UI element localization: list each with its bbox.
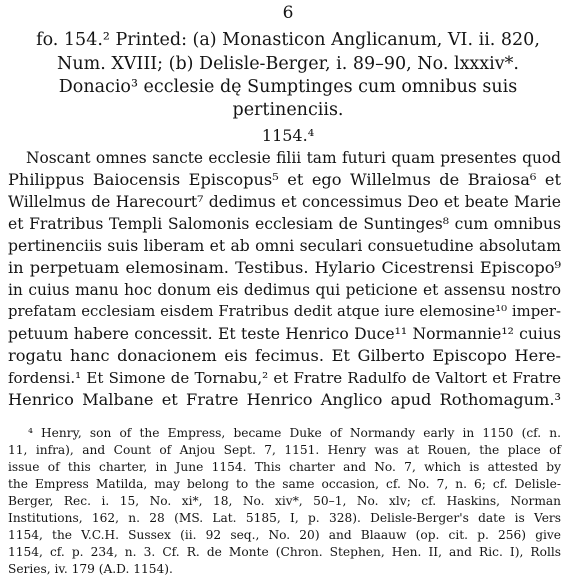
footnote-line: Series, iv. 179 (A.D. 1154). bbox=[8, 562, 173, 576]
charter-text-line: petuum habere concessit. Et teste Henrico Duce¹¹ Normannie¹² cuius bbox=[8, 325, 561, 343]
charter-text-line: in cuius manu hoc donum eis dedimus qui peticione et assensu nostro bbox=[8, 281, 561, 299]
heading-line-3: Donacio³ ecclesie dę Sumptinges cum omnibus suis bbox=[58, 77, 518, 97]
heading-line-4: pertinenciis. bbox=[232, 100, 344, 120]
footnote-line: issue of this charter, in June 1154. This charter and No. 7, which is attested by bbox=[8, 460, 561, 474]
charter-date: 1154.⁴ bbox=[261, 126, 315, 145]
charter-text-line: Willelmus de Harecourt⁷ dedimus et concessimus Deo et beate Marie bbox=[8, 193, 561, 211]
heading-line-1: fo. 154.² Printed: (a) Monasticon Anglicanum, VI. ii. 820, bbox=[36, 30, 540, 50]
footnote-line: the Empress Matilda, may belong to the same occasion, cf. No. 7, n. 6; cf. Delisle- bbox=[8, 477, 561, 491]
charter-text-line: Henrico Malbane et Fratre Henrico Anglico apud Rothomagum.³ bbox=[8, 390, 561, 409]
footnote-line: Institutions, 162, n. 28 (MS. Lat. 5185, I, p. 328). Delisle-Berger's date is Vers bbox=[8, 511, 561, 525]
charter-text-line: et Fratribus Templi Salomonis ecclesiam de Suntinges⁸ cum omnibus bbox=[8, 215, 561, 233]
charter-text-line: prefatam ecclesiam eisdem Fratribus dedit atque iure elemosine¹⁰ imper- bbox=[8, 303, 561, 320]
charter-text-line: Noscant omnes sancte ecclesie filii tam futuri quam presentes quod bbox=[26, 149, 561, 167]
charter-text-line: in perpetuam elemosinam. Testibus. Hylario Cicestrensi Episcopo⁹ bbox=[8, 258, 561, 277]
footnote-line: 1154, cf. p. 234, n. 3. Cf. R. de Monte (Chron. Stephen, Hen. II, and Ric. I), Rolls bbox=[8, 545, 561, 559]
page-number: 6 bbox=[282, 3, 294, 23]
footnote-line: Berger, Rec. i. 15, No. xi*, 18, No. xiv*, 50–1, No. xlv; cf. Haskins, Norman bbox=[8, 494, 561, 508]
charter-text-line: rogatu hanc donacionem eis fecimus. Et Gilberto Episcopo Here- bbox=[8, 346, 561, 365]
charter-text-line: fordensi.¹ Et Simone de Tornabu,² et Fratre Radulfo de Valtort et Fratre bbox=[8, 369, 561, 387]
heading-line-2: Num. XVIII; (b) Delisle-Berger, i. 89–90, No. lxxxiv*. bbox=[57, 54, 519, 74]
charter-text-line: pertinenciis suis liberam et ab omni seculari consuetudine absolutam bbox=[8, 237, 561, 255]
charter-text-line: Philippus Baiocensis Episcopus⁵ et ego Willelmus de Braiosa⁶ et bbox=[8, 170, 561, 189]
footnote-line: 11, infra), and Count of Anjou Sept. 7, 1151. Henry was at Rouen, the place of bbox=[8, 443, 561, 457]
footnote-line: ⁴ Henry, son of the Empress, became Duke of Normandy early in 1150 (cf. n. bbox=[28, 426, 561, 440]
footnote-line: 1154, the V.C.H. Sussex (ii. 92 seq., No. 20) and Blaauw (op. cit. p. 256) give bbox=[8, 528, 561, 542]
